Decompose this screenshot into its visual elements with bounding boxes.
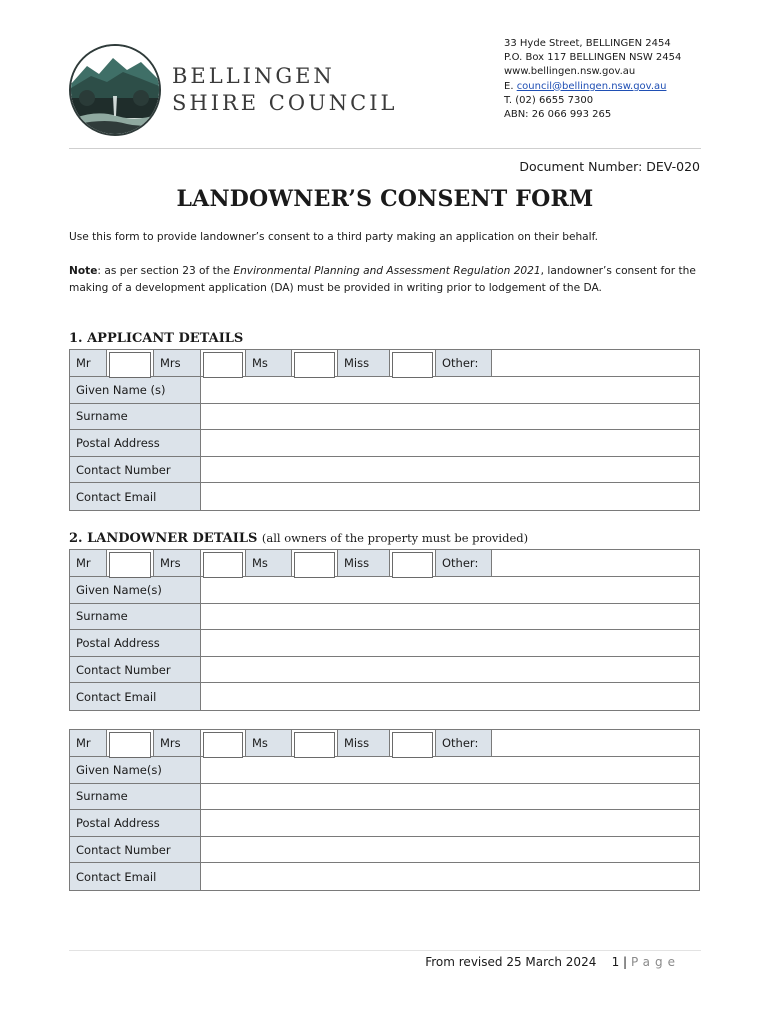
landowner-details-table-2 (69, 729, 700, 891)
title-ms-label: Ms (246, 730, 292, 756)
postal-address-input[interactable] (201, 630, 699, 656)
contact-number-label: Contact Number (70, 457, 201, 483)
title-miss-checkbox[interactable] (390, 350, 436, 376)
footer-divider (69, 950, 701, 951)
note-text-after: , landowner’s consent for the making of a development application (DA) must be provided in writing prior to lodgement of the DA. (69, 265, 696, 294)
title-mrs-label: Mrs (154, 350, 201, 376)
title-miss-label: Miss (338, 350, 390, 376)
form-row (70, 683, 699, 710)
given-name-label: Given Name (s) (70, 377, 201, 403)
postal-address-label: Postal Address (70, 810, 201, 836)
bellingen-council-logo (67, 44, 163, 136)
given-name-input[interactable] (201, 757, 699, 783)
surname-label: Surname (70, 604, 201, 630)
title-mr-checkbox[interactable] (107, 550, 154, 576)
contact-email-input[interactable] (201, 483, 699, 510)
form-row (70, 404, 699, 431)
given-name-input[interactable] (201, 577, 699, 603)
title-other-label: Other: (436, 730, 492, 756)
title-other-label: Other: (436, 550, 492, 576)
form-row (70, 577, 699, 604)
email-link[interactable]: council@bellingen.nsw.gov.au (516, 80, 667, 92)
title-ms-checkbox[interactable] (292, 550, 338, 576)
form-row (70, 430, 699, 457)
form-row (70, 810, 699, 837)
title-miss-label: Miss (338, 730, 390, 756)
title-mrs-label: Mrs (154, 730, 201, 756)
title-row (70, 550, 699, 577)
email-prefix: E. (504, 80, 517, 92)
surname-label: Surname (70, 404, 201, 430)
title-mr-checkbox[interactable] (107, 350, 154, 376)
form-row (70, 377, 699, 404)
surname-label: Surname (70, 784, 201, 810)
section2-heading (69, 531, 528, 546)
section2-heading-text: 2. LANDOWNER DETAILS (69, 531, 258, 546)
title-miss-checkbox[interactable] (390, 550, 436, 576)
council-name-line1: BELLINGEN (172, 64, 335, 88)
postal-address-label: Postal Address (70, 430, 201, 456)
title-mr-label: Mr (70, 730, 107, 756)
document-number: Document Number: DEV-020 (519, 159, 700, 174)
surname-input[interactable] (201, 604, 699, 630)
page-number: 1 | (611, 955, 628, 969)
title-miss-label: Miss (338, 550, 390, 576)
form-row (70, 863, 699, 890)
given-name-label: Given Name(s) (70, 757, 201, 783)
form-row (70, 483, 699, 510)
given-name-label: Given Name(s) (70, 577, 201, 603)
council-name-line2: SHIRE COUNCIL (172, 91, 398, 115)
form-row (70, 630, 699, 657)
title-mrs-checkbox[interactable] (201, 730, 246, 756)
postal-address-label: Postal Address (70, 630, 201, 656)
title-mr-label: Mr (70, 550, 107, 576)
intro-text: Use this form to provide landowner’s consent to a third party making an application on their behalf. (69, 231, 598, 243)
surname-input[interactable] (201, 404, 699, 430)
title-other-input[interactable] (492, 730, 699, 756)
page-word: Page (630, 955, 680, 969)
note-label: Note (69, 265, 98, 277)
form-row (70, 457, 699, 484)
phone-line: T. (02) 6655 7300 (504, 94, 594, 106)
revision-date: From revised 25 March 2024 (425, 955, 597, 969)
header-divider (69, 148, 701, 149)
contact-number-label: Contact Number (70, 837, 201, 863)
title-other-input[interactable] (492, 350, 699, 376)
title-ms-checkbox[interactable] (292, 730, 338, 756)
title-ms-label: Ms (246, 350, 292, 376)
page-title: LANDOWNER’S CONSENT FORM (176, 186, 594, 212)
title-other-input[interactable] (492, 550, 699, 576)
form-row (70, 837, 699, 864)
abn-line: ABN: 26 066 993 265 (504, 109, 612, 121)
section1-heading (69, 331, 243, 346)
postal-address-input[interactable] (201, 810, 699, 836)
surname-input[interactable] (201, 784, 699, 810)
title-mrs-checkbox[interactable] (201, 550, 246, 576)
email-line (504, 80, 681, 94)
contact-number-input[interactable] (201, 837, 699, 863)
postal-address-input[interactable] (201, 430, 699, 456)
contact-number-input[interactable] (201, 657, 699, 683)
page-footer (425, 955, 680, 969)
form-row (70, 757, 699, 784)
contact-number-input[interactable] (201, 457, 699, 483)
contact-email-label: Contact Email (70, 483, 201, 510)
title-other-label: Other: (436, 350, 492, 376)
title-ms-label: Ms (246, 550, 292, 576)
note-paragraph (69, 263, 701, 296)
form-row (70, 657, 699, 684)
given-name-input[interactable] (201, 377, 699, 403)
title-mrs-label: Mrs (154, 550, 201, 576)
note-regulation: Environmental Planning and Assessment Regulation 2021 (233, 265, 541, 277)
form-row (70, 784, 699, 811)
contact-email-label: Contact Email (70, 683, 201, 710)
council-name (172, 63, 397, 117)
address-line: 33 Hyde Street, BELLINGEN 2454 (504, 38, 671, 49)
applicant-details-table (69, 349, 700, 511)
contact-email-input[interactable] (201, 683, 699, 710)
title-mr-checkbox[interactable] (107, 730, 154, 756)
landowner-details-table-1 (69, 549, 700, 711)
note-text-before: : as per section 23 of the (97, 265, 234, 277)
section1-heading-text: 1. APPLICANT DETAILS (69, 331, 244, 346)
website-line: www.bellingen.nsw.gov.au (504, 66, 636, 78)
contact-number-label: Contact Number (70, 657, 201, 683)
po-box-line: P.O. Box 117 BELLINGEN NSW 2454 (504, 52, 682, 64)
title-mr-label: Mr (70, 350, 107, 376)
section2-subheading: (all owners of the property must be provided) (261, 531, 529, 545)
contact-email-label: Contact Email (70, 863, 201, 890)
contact-block (504, 37, 681, 122)
form-row (70, 604, 699, 631)
title-miss-checkbox[interactable] (390, 730, 436, 756)
title-ms-checkbox[interactable] (292, 350, 338, 376)
title-row (70, 730, 699, 757)
contact-email-input[interactable] (201, 863, 699, 890)
title-row (70, 350, 699, 377)
title-mrs-checkbox[interactable] (201, 350, 246, 376)
